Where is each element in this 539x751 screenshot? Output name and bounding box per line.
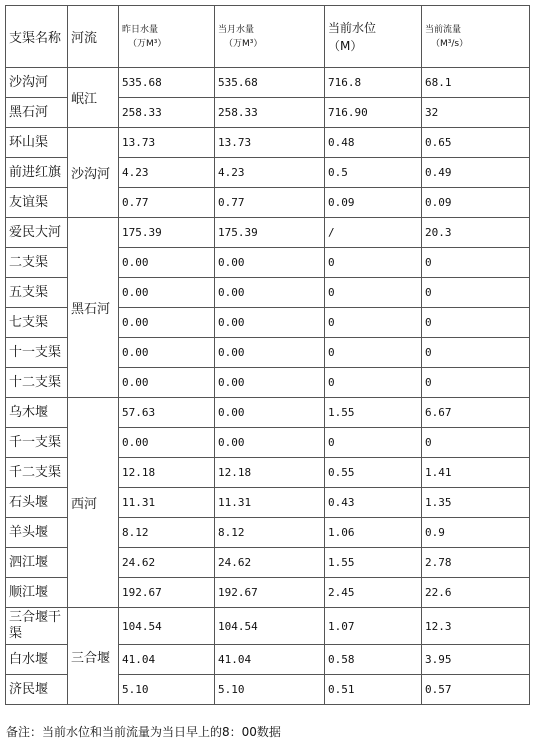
month-volume-cell: 0.00 <box>215 368 325 398</box>
yesterday-volume-cell: 0.00 <box>119 308 215 338</box>
yesterday-volume-cell: 0.00 <box>119 368 215 398</box>
month-volume-cell: 24.62 <box>215 548 325 578</box>
current-flow-cell: 2.78 <box>422 548 530 578</box>
current-level-cell: 0 <box>325 308 422 338</box>
current-flow-cell: 0 <box>422 278 530 308</box>
yesterday-volume-cell: 12.18 <box>119 458 215 488</box>
month-volume-cell: 11.31 <box>215 488 325 518</box>
table-row <box>6 218 530 248</box>
yesterday-volume-cell: 13.73 <box>119 128 215 158</box>
header-month-volume <box>215 6 325 68</box>
current-level-cell: 0 <box>325 428 422 458</box>
canal-name-cell: 七支渠 <box>6 308 68 338</box>
canal-name-cell: 泗江堰 <box>6 548 68 578</box>
current-flow-cell: 3.95 <box>422 645 530 675</box>
yesterday-volume-cell: 535.68 <box>119 68 215 98</box>
yesterday-volume-cell: 0.00 <box>119 338 215 368</box>
current-level-cell: 1.55 <box>325 398 422 428</box>
current-level-cell: 0.43 <box>325 488 422 518</box>
header-current-flow <box>422 6 530 68</box>
current-flow-cell: 0.9 <box>422 518 530 548</box>
header-level-unit: （M） <box>328 38 363 53</box>
yesterday-volume-cell: 24.62 <box>119 548 215 578</box>
header-yesterday-volume <box>119 6 215 68</box>
current-level-cell: 0.48 <box>325 128 422 158</box>
month-volume-cell: 4.23 <box>215 158 325 188</box>
current-flow-cell: 0 <box>422 338 530 368</box>
current-level-cell: 0 <box>325 248 422 278</box>
canal-name-cell: 三合堰干渠 <box>6 608 68 645</box>
current-level-cell: 0.58 <box>325 645 422 675</box>
current-flow-cell: 1.35 <box>422 488 530 518</box>
current-level-cell: 0.51 <box>325 675 422 705</box>
month-volume-cell: 0.77 <box>215 188 325 218</box>
month-volume-cell: 0.00 <box>215 338 325 368</box>
current-flow-cell: 12.3 <box>422 608 530 645</box>
canal-name-cell: 羊头堰 <box>6 518 68 548</box>
table-row <box>6 608 530 645</box>
yesterday-volume-cell: 4.23 <box>119 158 215 188</box>
yesterday-volume-cell: 175.39 <box>119 218 215 248</box>
month-volume-cell: 13.73 <box>215 128 325 158</box>
current-level-cell: 0.09 <box>325 188 422 218</box>
canal-name-cell: 沙沟河 <box>6 68 68 98</box>
month-volume-cell: 0.00 <box>215 308 325 338</box>
current-flow-cell: 6.67 <box>422 398 530 428</box>
current-flow-cell: 22.6 <box>422 578 530 608</box>
current-level-cell: 2.45 <box>325 578 422 608</box>
header-flow-unit: （M³/s） <box>431 38 469 49</box>
header-row <box>6 6 530 68</box>
current-flow-cell: 0 <box>422 368 530 398</box>
current-level-cell: 0 <box>325 368 422 398</box>
current-level-cell: 0.55 <box>325 458 422 488</box>
yesterday-volume-cell: 0.00 <box>119 428 215 458</box>
current-flow-cell: 1.41 <box>422 458 530 488</box>
header-month-label: 当月水量 <box>218 24 255 35</box>
canal-name-cell: 五支渠 <box>6 278 68 308</box>
canal-name-cell: 环山渠 <box>6 128 68 158</box>
current-level-cell: 1.07 <box>325 608 422 645</box>
table-row <box>6 128 530 158</box>
canal-name-cell: 爱民大河 <box>6 218 68 248</box>
header-level-label: 当前水位 <box>328 20 377 35</box>
month-volume-cell: 12.18 <box>215 458 325 488</box>
current-flow-cell: 0 <box>422 428 530 458</box>
water-data-table <box>5 5 530 705</box>
footnote: 备注：当前水位和当前流量为当日早上的8：00数据 <box>6 725 281 739</box>
current-level-cell: 1.06 <box>325 518 422 548</box>
current-flow-cell: 0.09 <box>422 188 530 218</box>
canal-name-cell: 前进红旗 <box>6 158 68 188</box>
month-volume-cell: 5.10 <box>215 675 325 705</box>
header-river: 河流 <box>68 6 119 68</box>
month-volume-cell: 192.67 <box>215 578 325 608</box>
current-level-cell: 716.8 <box>325 68 422 98</box>
canal-name-cell: 千一支渠 <box>6 428 68 458</box>
canal-name-cell: 石头堰 <box>6 488 68 518</box>
yesterday-volume-cell: 104.54 <box>119 608 215 645</box>
current-flow-cell: 0.49 <box>422 158 530 188</box>
current-flow-cell: 0.57 <box>422 675 530 705</box>
river-cell: 西河 <box>68 398 119 608</box>
yesterday-volume-cell: 258.33 <box>119 98 215 128</box>
canal-name-cell: 黑石河 <box>6 98 68 128</box>
yesterday-volume-cell: 0.00 <box>119 248 215 278</box>
yesterday-volume-cell: 0.00 <box>119 278 215 308</box>
month-volume-cell: 8.12 <box>215 518 325 548</box>
current-level-cell: 716.90 <box>325 98 422 128</box>
canal-name-cell: 二支渠 <box>6 248 68 278</box>
current-level-cell: / <box>325 218 422 248</box>
current-flow-cell: 0 <box>422 308 530 338</box>
river-cell: 黑石河 <box>68 218 119 398</box>
table-row <box>6 68 530 98</box>
current-flow-cell: 68.1 <box>422 68 530 98</box>
month-volume-cell: 0.00 <box>215 278 325 308</box>
table-body <box>6 68 530 705</box>
river-cell: 岷江 <box>68 68 119 128</box>
month-volume-cell: 104.54 <box>215 608 325 645</box>
header-month-unit: （万M³） <box>224 38 263 49</box>
yesterday-volume-cell: 11.31 <box>119 488 215 518</box>
header-flow-label: 当前流量 <box>425 24 462 35</box>
canal-name-cell: 十一支渠 <box>6 338 68 368</box>
current-level-cell: 1.55 <box>325 548 422 578</box>
header-canal-name: 支渠名称 <box>6 6 68 68</box>
table-row <box>6 398 530 428</box>
month-volume-cell: 41.04 <box>215 645 325 675</box>
canal-name-cell: 白水堰 <box>6 645 68 675</box>
current-flow-cell: 0.65 <box>422 128 530 158</box>
current-flow-cell: 0 <box>422 248 530 278</box>
month-volume-cell: 175.39 <box>215 218 325 248</box>
current-level-cell: 0.5 <box>325 158 422 188</box>
current-flow-cell: 20.3 <box>422 218 530 248</box>
yesterday-volume-cell: 57.63 <box>119 398 215 428</box>
month-volume-cell: 0.00 <box>215 428 325 458</box>
month-volume-cell: 258.33 <box>215 98 325 128</box>
month-volume-cell: 535.68 <box>215 68 325 98</box>
canal-name-cell: 济民堰 <box>6 675 68 705</box>
header-yesterday-label: 昨日水量 <box>122 24 159 35</box>
yesterday-volume-cell: 8.12 <box>119 518 215 548</box>
river-cell: 沙沟河 <box>68 128 119 218</box>
current-level-cell: 0 <box>325 278 422 308</box>
yesterday-volume-cell: 5.10 <box>119 675 215 705</box>
canal-name-cell: 千二支渠 <box>6 458 68 488</box>
current-level-cell: 0 <box>325 338 422 368</box>
month-volume-cell: 0.00 <box>215 398 325 428</box>
yesterday-volume-cell: 41.04 <box>119 645 215 675</box>
month-volume-cell: 0.00 <box>215 248 325 278</box>
yesterday-volume-cell: 192.67 <box>119 578 215 608</box>
canal-name-cell: 友谊渠 <box>6 188 68 218</box>
canal-name-cell: 顺江堰 <box>6 578 68 608</box>
canal-name-cell: 十二支渠 <box>6 368 68 398</box>
river-cell: 三合堰 <box>68 608 119 705</box>
current-flow-cell: 32 <box>422 98 530 128</box>
canal-name-cell: 乌木堰 <box>6 398 68 428</box>
header-current-level <box>325 6 422 68</box>
yesterday-volume-cell: 0.77 <box>119 188 215 218</box>
header-yesterday-unit: （万M³） <box>128 38 167 49</box>
